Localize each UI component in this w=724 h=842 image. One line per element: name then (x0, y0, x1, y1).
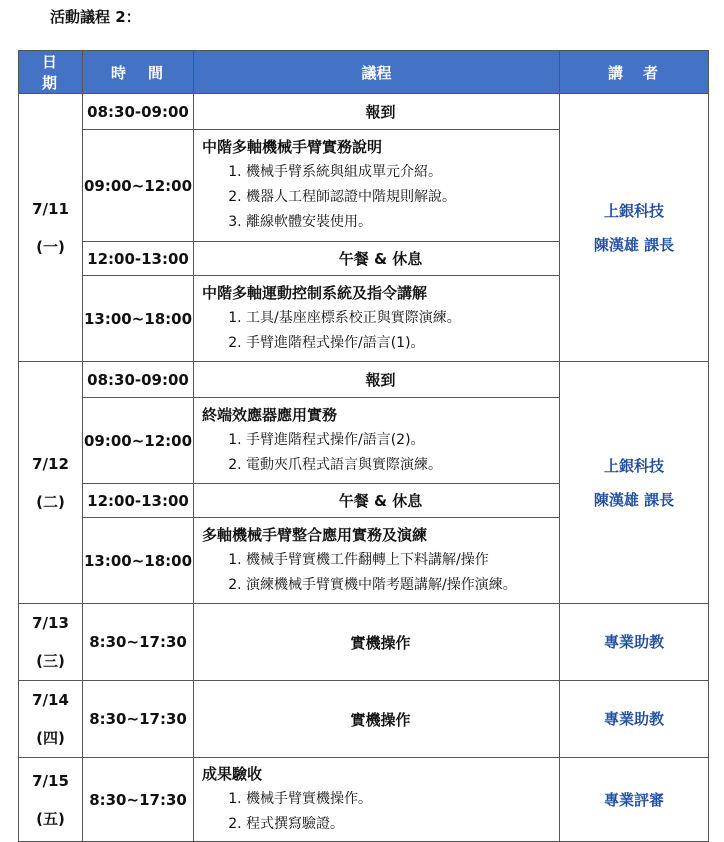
date-cell: 7/11 (一) (19, 94, 83, 362)
table-row (19, 362, 709, 398)
program-cell: 午餐 & 休息 (194, 484, 560, 518)
date-cell: 7/12 (二) (19, 362, 83, 604)
program-cell: 實機操作 (194, 604, 560, 681)
table-row (19, 604, 709, 681)
time-cell: 12:00-13:00 (83, 484, 194, 518)
speaker-cell: 專業助教 (560, 604, 709, 681)
table-row (19, 94, 709, 130)
time-cell: 8:30~17:30 (83, 604, 194, 681)
date-cell: 7/15 (五) (19, 758, 83, 842)
program-cell: 終端效應器應用實務 1. 手臂進階程式操作/語言(2)。 2. 電動夾爪程式語言與實際演練。 (194, 398, 560, 484)
time-cell: 13:00~18:00 (83, 518, 194, 604)
speaker-cell: 專業助教 (560, 681, 709, 758)
time-cell: 8:30~17:30 (83, 681, 194, 758)
speaker-cell: 上銀科技 陳漢雄 課長 (560, 362, 709, 604)
program-cell: 多軸機械手臂整合應用實務及演練 1. 機械手臂實機工件翻轉上下料講解/操作 2. 演練機械手臂實機中階考題講解/操作演練。 (194, 518, 560, 604)
time-cell: 09:00~12:00 (83, 398, 194, 484)
speaker-cell: 上銀科技 陳漢雄 課長 (560, 94, 709, 362)
time-cell: 8:30~17:30 (83, 758, 194, 842)
header-date: 日期 (19, 51, 83, 94)
agenda-heading: 活動議程 2： (50, 8, 141, 26)
time-cell: 08:30-09:00 (83, 94, 194, 130)
header-speaker: 講者 (560, 51, 709, 94)
header-time: 時間 (83, 51, 194, 94)
program-cell: 中階多軸機械手臂實務說明 1. 機械手臂系統與組成單元介紹。 2. 機器人工程師認證中階規則解說。 3. 離線軟體安裝使用。 (194, 130, 560, 242)
date-cell: 7/13 (三) (19, 604, 83, 681)
speaker-cell: 專業評審 (560, 758, 709, 842)
time-cell: 09:00~12:00 (83, 130, 194, 242)
program-cell: 午餐 & 休息 (194, 242, 560, 276)
date-cell: 7/14 (四) (19, 681, 83, 758)
time-cell: 13:00~18:00 (83, 276, 194, 362)
table-row (19, 758, 709, 842)
program-cell: 中階多軸運動控制系統及指令講解 1. 工具/基座座標系校正與實際演練。 2. 手臂進階程式操作/語言(1)。 (194, 276, 560, 362)
program-cell: 成果驗收 1. 機械手臂實機操作。 2. 程式撰寫驗證。 (194, 758, 560, 842)
header-program: 議程 (194, 51, 560, 94)
program-cell: 報到 (194, 362, 560, 398)
time-cell: 08:30-09:00 (83, 362, 194, 398)
table-row (19, 681, 709, 758)
agenda-table (18, 50, 709, 842)
header-row (19, 51, 709, 94)
program-cell: 實機操作 (194, 681, 560, 758)
time-cell: 12:00-13:00 (83, 242, 194, 276)
program-cell: 報到 (194, 94, 560, 130)
